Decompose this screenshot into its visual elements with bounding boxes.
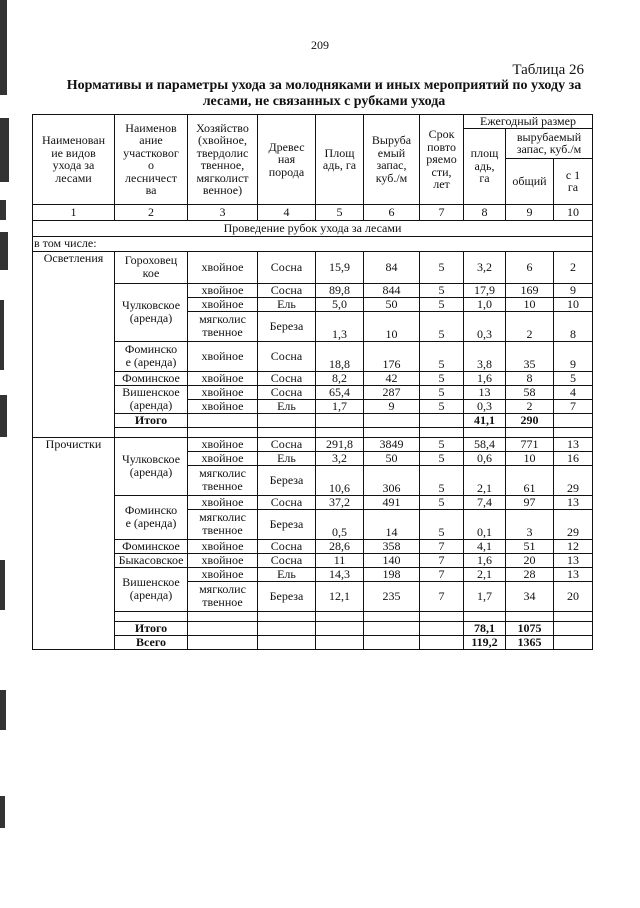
table-row: хвойное Ель 5,0 50 5 1,0 10 10: [33, 297, 593, 311]
table-row: Вишенское (аренда) хвойное Сосна 65,4 287 5 13 58 4: [33, 385, 593, 399]
district-cell: Фоминско е (аренда): [115, 341, 188, 371]
district-cell: Чулковское (аренда): [115, 437, 188, 495]
column-numbers-row: 1 2 3 4 5 6 7 8 9 10: [33, 204, 593, 220]
district-cell: Вишенское (аренда): [115, 567, 188, 611]
section-title: Проведение рубок ухода за лесами: [33, 220, 593, 236]
subtotal-row: Итого 41,1 290: [33, 413, 593, 427]
spacer-row: [33, 427, 593, 437]
district-cell: Фоминское: [115, 539, 188, 553]
table-row: мягколис твенное Береза 10,6 306 5 2,1 61 29: [33, 465, 593, 495]
header-type: Наименован ие видов ухода за лесами: [33, 115, 115, 205]
header-annual-area: площ адь, га: [464, 128, 506, 204]
header-species: Древес ная порода: [258, 115, 316, 205]
header-total: общий: [506, 158, 554, 204]
header-annual: Ежегодный размер: [464, 115, 593, 129]
table-title: [50, 78, 598, 110]
header-per-ha: с 1 га: [554, 158, 593, 204]
table-row: Фоминское хвойное Сосна 8,2 42 5 1,6 8 5: [33, 371, 593, 385]
district-cell: Чулковское (аренда): [115, 283, 188, 341]
district-cell: Быкасовское: [115, 553, 188, 567]
district-cell: Гороховец кое: [115, 251, 188, 283]
grand-total-label: Всего: [115, 635, 188, 649]
scan-edge-artifact: [0, 0, 12, 908]
header-district: Наименов ание участковог о лесничест ва: [115, 115, 188, 205]
spacer-row: [33, 611, 593, 621]
table-row: хвойное Ель 3,2 50 5 0,6 10 16: [33, 451, 593, 465]
title-line: Нормативы и параметры ухода за молодняками и иных мероприятий по уходу за: [66, 78, 582, 93]
table-row: Чулковское (аренда) хвойное Сосна 89,8 844 5 17,9 169 9: [33, 283, 593, 297]
table-row: Вишенское (аренда) хвойное Ель 14,3 198 7 2,1 28 13: [33, 567, 593, 581]
header-term: Срок повто ряемо сти, лет: [420, 115, 464, 205]
type-cell: Прочистки: [33, 437, 115, 649]
table-row: Осветления Гороховец кое хвойное Сосна 15,9 84 5 3,2 6 2: [33, 251, 593, 283]
subtotal-row: Итого 78,1 1075: [33, 621, 593, 635]
table-label: Таблица 26: [512, 62, 584, 78]
subtotal-label: Итого: [115, 621, 188, 635]
table-row: Быкасовское хвойное Сосна 11 140 7 1,6 20 13: [33, 553, 593, 567]
header-stock: Выруба емый запас, куб./м: [364, 115, 420, 205]
table-row: Фоминско е (аренда) хвойное Сосна 18,8 176 5 3,8 35 9: [33, 341, 593, 371]
district-cell: Вишенское (аренда): [115, 385, 188, 413]
title-line: лесами, не связанных с рубками ухода: [202, 94, 446, 109]
standards-table: [32, 114, 593, 650]
table-row: Фоминское хвойное Сосна 28,6 358 7 4,1 51 12: [33, 539, 593, 553]
table-row: мягколис твенное Береза 12,1 235 7 1,7 34 20: [33, 581, 593, 611]
including-label: в том числе:: [33, 236, 593, 251]
subtotal-label: Итого: [115, 413, 188, 427]
header-removed-stock: вырубаемый запас, куб./м: [506, 128, 593, 158]
table-row: Прочистки Чулковское (аренда) хвойное Сосна 291,8 3849 5 58,4 771 13: [33, 437, 593, 451]
district-cell: Фоминско е (аренда): [115, 495, 188, 539]
table-row: мягколис твенное Береза 1,3 10 5 0,3 2 8: [33, 311, 593, 341]
header-farm: Хозяйство (хвойное, твердолис твенное, мягколист венное): [188, 115, 258, 205]
district-cell: Фоминское: [115, 371, 188, 385]
header-area: Площ адь, га: [316, 115, 364, 205]
type-cell: Осветления: [33, 251, 115, 437]
grand-total-row: Всего 119,2 1365: [33, 635, 593, 649]
table-row: мягколис твенное Береза 0,5 14 5 0,1 3 29: [33, 509, 593, 539]
table-row: хвойное Ель 1,7 9 5 0,3 2 7: [33, 399, 593, 413]
table-row: Фоминско е (аренда) хвойное Сосна 37,2 491 5 7,4 97 13: [33, 495, 593, 509]
page-number: 209: [311, 38, 329, 52]
